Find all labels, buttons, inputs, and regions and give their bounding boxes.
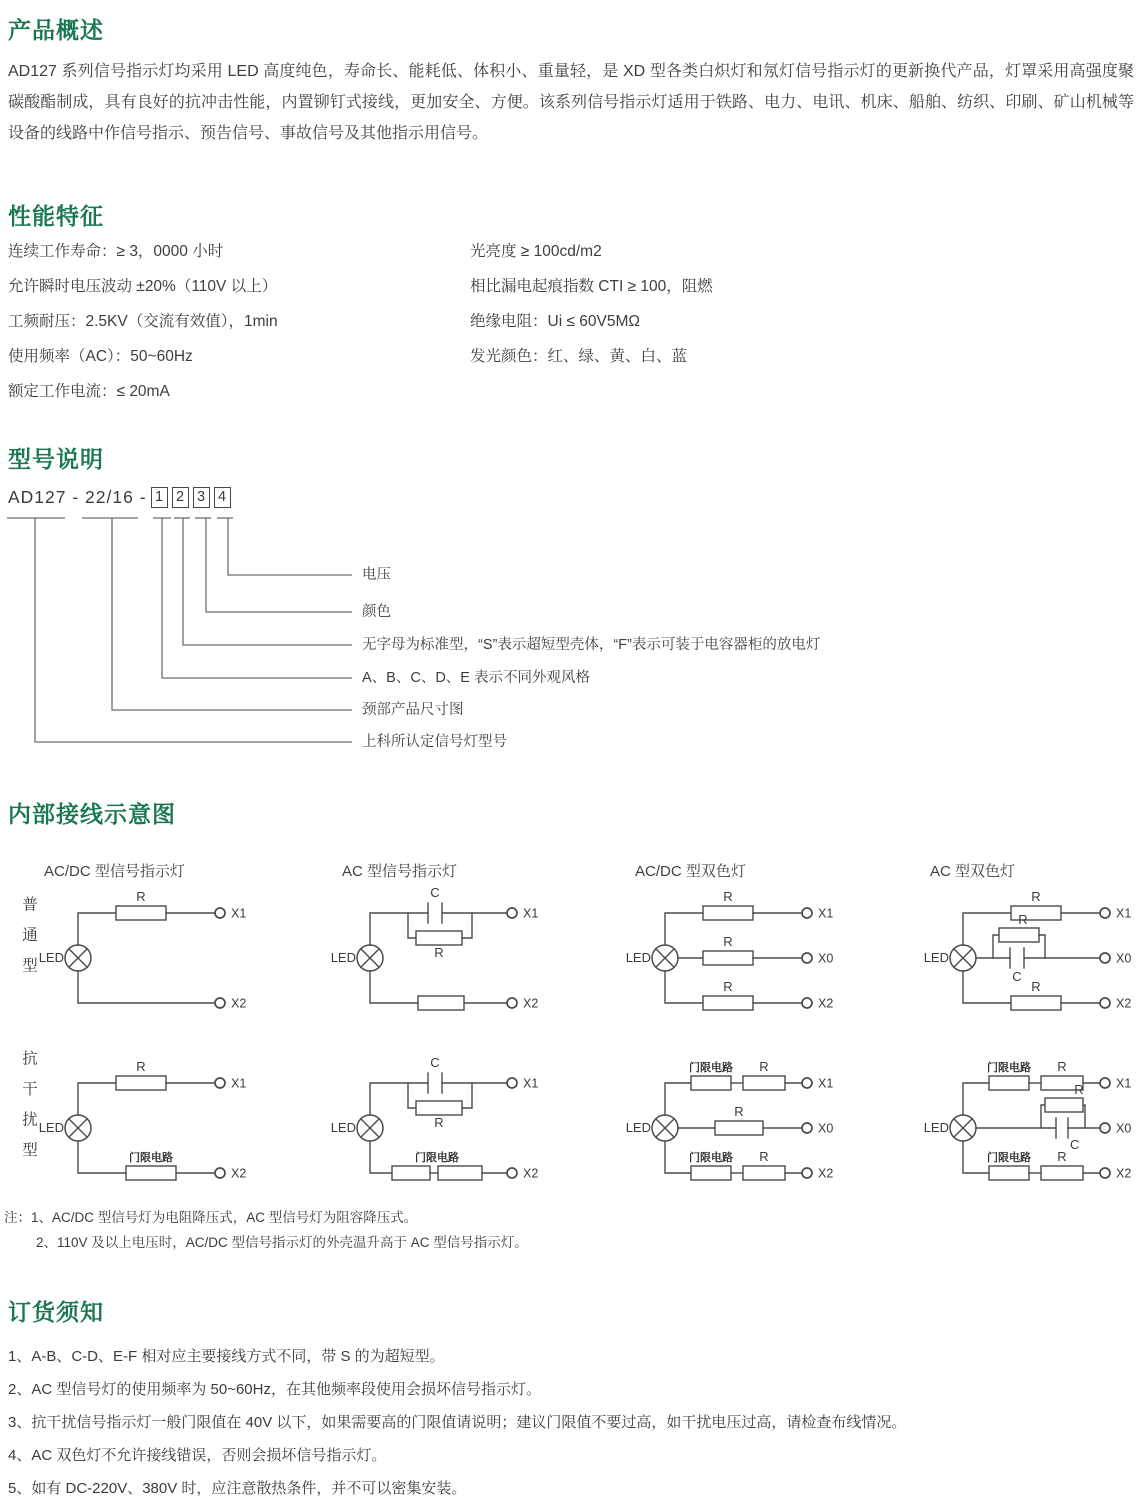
wiring-diagram-acdc-bicolor-anti <box>595 1058 855 1208</box>
ordering-item: 1、A-B、C-D、E-F 相对应主要接线方式不同，带 S 的为超短型。 <box>8 1348 445 1365</box>
feature-item: 允许瞬时电压波动 ±20%（110V 以上） <box>8 278 278 295</box>
gate-circuit-box <box>126 1166 176 1180</box>
model-digit-4: 4 <box>214 487 231 508</box>
resistor-label: R <box>136 889 146 904</box>
terminal-x1 <box>507 908 517 918</box>
led-label: LED <box>330 1120 356 1135</box>
terminal-x0-label: X0 <box>818 951 834 966</box>
resistor-label: R <box>434 945 444 960</box>
terminal-x1 <box>1100 908 1110 918</box>
terminal-x2-label: X2 <box>231 996 247 1011</box>
resistor <box>1011 996 1061 1010</box>
wiring-diagram-ac-bicolor-anti <box>893 1058 1140 1208</box>
gate-circuit-label: 门限电路 <box>689 1062 733 1074</box>
gate-circuit-label: 门限电路 <box>129 1152 173 1164</box>
terminal-x2 <box>507 998 517 1008</box>
wiring-diagram-acdc-signal-anti <box>8 1058 268 1208</box>
terminal-x2-label: X2 <box>523 996 539 1011</box>
feature-item: 绝缘电阻：Ui ≤ 60V5MΩ <box>470 313 640 330</box>
terminal-x2-label: X2 <box>1116 1166 1132 1181</box>
diagram-title-acdc-bicolor: AC/DC 型双色灯 <box>635 863 746 880</box>
model-label-neck-size: 颈部产品尺寸图 <box>362 702 464 718</box>
resistor <box>703 996 753 1010</box>
terminal-x0 <box>802 1123 812 1133</box>
resistor <box>1045 1098 1083 1112</box>
resistor <box>418 996 464 1010</box>
terminal-x1 <box>215 1078 225 1088</box>
resistor-label: R <box>1018 912 1028 927</box>
terminal-x2-label: X2 <box>818 996 834 1011</box>
terminal-x0 <box>1100 1123 1110 1133</box>
feature-item: 连续工作寿命：≥ 3，0000 小时 <box>8 243 224 260</box>
gate-circuit-label: 门限电路 <box>689 1152 733 1164</box>
row-label-normal-type: 普通型 <box>20 896 37 988</box>
terminal-x2 <box>215 998 225 1008</box>
wiring-diagram-ac-signal-normal <box>300 888 560 1038</box>
terminal-x0-label: X0 <box>818 1121 834 1136</box>
capacitor <box>428 1073 442 1093</box>
gate-circuit-box <box>392 1166 430 1180</box>
terminal-x2-label: X2 <box>818 1166 834 1181</box>
resistor <box>703 906 753 920</box>
wiring-diagram-ac-bicolor-normal <box>893 888 1140 1038</box>
resistor-label: R <box>723 979 733 994</box>
terminal-x2 <box>1100 998 1110 1008</box>
led-label: LED <box>923 1120 949 1135</box>
gate-circuit-box <box>691 1166 731 1180</box>
terminal-x2-label: X2 <box>1116 996 1132 1011</box>
terminal-x0-label: X0 <box>1116 951 1132 966</box>
ordering-item: 2、AC 型信号灯的使用频率为 50~60Hz，在其他频率段使用会损坏信号指示灯。 <box>8 1381 541 1398</box>
overview-paragraph: AD127 系列信号指示灯均采用 LED 高度纯色，寿命长、能耗低、体积小、重量轻，是 XD 型各类白炽灯和氖灯信号指示灯的更新换代产品，灯罩采用高强度聚碳酸酯制成，具有良好的抗冲击性能，内置铆钉式接线，更加安全、方便。该系列信号指示灯适用于铁路、电力、电讯、机床、船舶、纺织、印刷、矿山机械等设备的线路中作信号指示、预告信号、事故信号及其他指示用信号。 <box>8 63 1134 142</box>
capacitor <box>428 903 442 923</box>
terminal-x1-label: X1 <box>523 1076 539 1091</box>
resistor <box>999 928 1039 942</box>
model-connector-lines <box>0 510 360 755</box>
model-digit-1: 1 <box>151 487 168 508</box>
model-digit-2: 2 <box>172 487 189 508</box>
led-label: LED <box>923 950 949 965</box>
resistor-label: R <box>434 1115 444 1130</box>
resistor-label: R <box>1057 1059 1067 1074</box>
diagram-title-ac-bicolor: AC 型双色灯 <box>930 863 1016 880</box>
terminal-x2 <box>1100 1168 1110 1178</box>
resistor-label: R <box>1057 1149 1067 1164</box>
model-label-color: 颜色 <box>362 604 391 620</box>
overview-heading: 产品概述 <box>8 17 104 43</box>
ordering-item: 5、如有 DC-220V、380V 时，应注意散热条件，并不可以密集安装。 <box>8 1480 467 1497</box>
led-label: LED <box>38 1120 64 1135</box>
led-symbol <box>652 1115 678 1141</box>
resistor-label: R <box>1031 979 1041 994</box>
resistor <box>116 1076 166 1090</box>
diagram-title-ac-signal: AC 型信号指示灯 <box>342 863 458 880</box>
led-symbol <box>950 1115 976 1141</box>
feature-item: 相比漏电起痕指数 CTI ≥ 100，阻燃 <box>470 278 713 295</box>
resistor-label: R <box>1031 889 1041 904</box>
resistor <box>715 1121 763 1135</box>
feature-item: 额定工作电流：≤ 20mA <box>8 383 170 400</box>
terminal-x2-label: X2 <box>231 1166 247 1181</box>
led-symbol <box>65 945 91 971</box>
terminal-x1 <box>215 908 225 918</box>
capacitor <box>1010 948 1024 968</box>
terminal-x2-label: X2 <box>523 1166 539 1181</box>
gate-circuit-box <box>691 1076 731 1090</box>
gate-circuit-label: 门限电路 <box>415 1152 459 1164</box>
resistor-label: R <box>723 934 733 949</box>
terminal-x1-label: X1 <box>818 906 834 921</box>
terminal-x1 <box>1100 1078 1110 1088</box>
resistor-label: R <box>1074 1082 1084 1097</box>
capacitor <box>1056 1118 1068 1138</box>
terminal-x1-label: X1 <box>1116 906 1132 921</box>
model-label-style: A、B、C、D、E 表示不同外观风格 <box>362 670 590 686</box>
wiring-heading: 内部接线示意图 <box>8 801 176 827</box>
terminal-x1 <box>507 1078 517 1088</box>
terminal-x1-label: X1 <box>523 906 539 921</box>
ordering-heading: 订货须知 <box>8 1299 104 1325</box>
led-label: LED <box>625 1120 651 1135</box>
resistor-label: R <box>723 889 733 904</box>
capacitor-label: C <box>1012 969 1022 984</box>
wiring-note-1: 注：1、AC/DC 型信号灯为电阻降压式，AC 型信号灯为阻容降压式。 <box>4 1210 418 1225</box>
gate-circuit-label: 门限电路 <box>987 1062 1031 1074</box>
capacitor-label: C <box>430 888 440 900</box>
model-label-voltage: 电压 <box>362 567 391 583</box>
led-label: LED <box>38 950 64 965</box>
resistor-label: R <box>759 1149 769 1164</box>
terminal-x2 <box>802 1168 812 1178</box>
terminal-x1 <box>802 1078 812 1088</box>
feature-item: 工频耐压：2.5KV（交流有效值），1min <box>8 313 278 330</box>
terminal-x2 <box>215 1168 225 1178</box>
model-label-approved-model: 上科所认定信号灯型号 <box>362 734 507 750</box>
led-symbol <box>357 945 383 971</box>
features-heading: 性能特征 <box>8 203 104 229</box>
terminal-x0-label: X0 <box>1116 1121 1132 1136</box>
gate-circuit-label: 门限电路 <box>987 1152 1031 1164</box>
resistor <box>743 1076 785 1090</box>
model-digit-3: 3 <box>193 487 210 508</box>
wiring-diagram-acdc-bicolor-normal <box>595 888 855 1038</box>
led-symbol <box>65 1115 91 1141</box>
led-symbol <box>950 945 976 971</box>
terminal-x0 <box>1100 953 1110 963</box>
resistor <box>1041 1166 1083 1180</box>
model-code <box>8 487 231 508</box>
ordering-item: 3、抗干扰信号指示灯一般门限值在 40V 以下，如果需要高的门限值请说明；建议门限值不要过高，如干扰电压过高，请检查布线情况。 <box>8 1414 907 1431</box>
gate-circuit-box <box>989 1076 1029 1090</box>
resistor <box>416 931 462 945</box>
led-label: LED <box>625 950 651 965</box>
feature-item: 发光颜色：红、绿、黄、白、蓝 <box>470 348 688 365</box>
resistor-label: R <box>136 1059 146 1074</box>
resistor <box>703 951 753 965</box>
led-label: LED <box>330 950 356 965</box>
terminal-x2 <box>802 998 812 1008</box>
wiring-diagram-ac-signal-anti <box>300 1058 560 1208</box>
terminal-x1-label: X1 <box>818 1076 834 1091</box>
capacitor-label: C <box>430 1058 440 1070</box>
led-symbol <box>357 1115 383 1141</box>
wiring-note-2: 2、110V 及以上电压时，AC/DC 型信号指示灯的外壳温升高于 AC 型信号指示灯。 <box>36 1235 528 1250</box>
terminal-x1-label: X1 <box>231 906 247 921</box>
model-code-prefix: AD127 - 22/16 - <box>8 487 147 507</box>
gate-circuit-box <box>989 1166 1029 1180</box>
row-label-anti-interference-type: 抗干扰型 <box>20 1050 37 1172</box>
feature-item: 光亮度 ≥ 100cd/m2 <box>470 243 602 260</box>
feature-item: 使用频率（AC）：50~60Hz <box>8 348 193 365</box>
ordering-item: 4、AC 双色灯不允许接线错误，否则会损坏信号指示灯。 <box>8 1447 387 1464</box>
terminal-x1-label: X1 <box>231 1076 247 1091</box>
terminal-x0 <box>802 953 812 963</box>
model-heading: 型号说明 <box>8 446 104 472</box>
model-label-shell-type: 无字母为标准型，“S”表示超短型壳体，“F”表示可装于电容器柜的放电灯 <box>362 637 821 653</box>
terminal-x1 <box>802 908 812 918</box>
wiring-diagram-acdc-signal-normal <box>8 888 268 1038</box>
terminal-x1-label: X1 <box>1116 1076 1132 1091</box>
terminal-x2 <box>507 1168 517 1178</box>
resistor-label: R <box>759 1059 769 1074</box>
capacitor-label: C <box>1070 1137 1080 1152</box>
resistor <box>438 1166 482 1180</box>
resistor <box>116 906 166 920</box>
led-symbol <box>652 945 678 971</box>
resistor <box>416 1101 462 1115</box>
resistor <box>743 1166 785 1180</box>
diagram-title-acdc-signal: AC/DC 型信号指示灯 <box>44 863 185 880</box>
resistor-label: R <box>734 1104 744 1119</box>
